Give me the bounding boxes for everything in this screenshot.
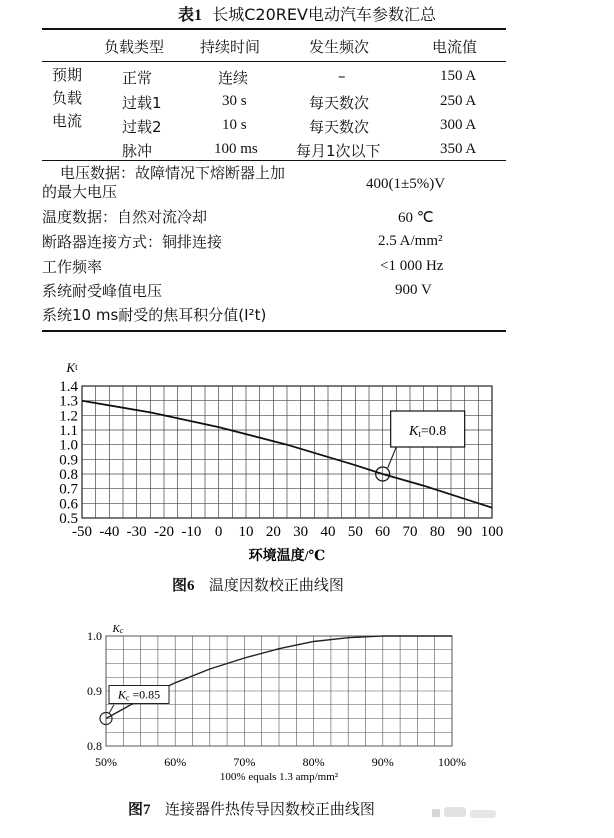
y-tick-label: 0.8 xyxy=(87,739,102,753)
table-row-type: 正常 xyxy=(122,69,153,87)
figure-6-caption xyxy=(172,574,344,595)
y-tick-label: 1.0 xyxy=(59,437,78,454)
figure-7-number: 图7 xyxy=(128,802,151,818)
annotation-label-sub: t xyxy=(418,429,421,439)
x-tick-label: 80% xyxy=(302,755,325,769)
x-tick-label: 100% xyxy=(438,755,466,769)
annotation-label-k: K xyxy=(409,424,419,439)
table-row-type: 过载1 xyxy=(122,94,162,112)
y-axis-label-subscript: t xyxy=(75,362,78,372)
watermark-icon xyxy=(432,804,502,822)
table-row-current: 300 A xyxy=(440,117,477,133)
param-value: <1 000 Hz xyxy=(380,258,444,274)
x-tick-label: 40 xyxy=(320,524,336,540)
y-axis-label-subscript: c xyxy=(119,626,124,635)
annotation-label-value: =0.85 xyxy=(129,687,161,702)
param-label: 系统耐受峰值电压 xyxy=(42,282,163,300)
y-tick-label: 0.9 xyxy=(87,684,102,698)
y-tick-label: 0.5 xyxy=(59,511,78,527)
x-tick-label: 50 xyxy=(347,524,363,540)
header-rule xyxy=(42,61,506,62)
table-row-frequency: – xyxy=(338,67,346,85)
annotation-label xyxy=(117,688,160,703)
group-label-2: 负载 xyxy=(52,89,83,107)
param-label: 温度数据：自然对流冷却 xyxy=(42,208,208,226)
table-title-text: 长城C20REV电动汽车参数汇总 xyxy=(212,5,436,24)
x-tick-label: 80 xyxy=(429,524,445,540)
x-tick-label: 30 xyxy=(293,524,309,540)
x-tick-label: -40 xyxy=(99,524,120,540)
x-axis-label: 100% equals 1.3 amp/mm² xyxy=(219,771,339,783)
y-tick-label: 0.9 xyxy=(59,452,78,469)
x-axis-label: 环境温度/℃ xyxy=(248,549,326,564)
param-value: 60 ℃ xyxy=(398,210,434,226)
header-frequency: 发生频次 xyxy=(309,38,370,56)
x-tick-label: 70% xyxy=(233,755,256,769)
header-current: 电流值 xyxy=(432,38,478,56)
x-tick-label: -20 xyxy=(154,524,174,540)
x-tick-label: 60 xyxy=(375,524,391,540)
table-row-frequency: 每天数次 xyxy=(309,94,370,112)
figure-6-chart xyxy=(40,350,510,572)
table-row-frequency: 每天数次 xyxy=(309,118,370,136)
figure-6-number: 图6 xyxy=(172,578,195,594)
param-label: 的最大电压 xyxy=(42,183,118,201)
x-tick-label: 0 xyxy=(214,524,223,540)
x-tick-label: 90% xyxy=(371,755,394,769)
param-value: 400(1±5%)V xyxy=(366,176,446,192)
params-rule xyxy=(42,160,506,161)
table-row-frequency: 每月1次以下 xyxy=(296,142,381,160)
x-tick-label: 60% xyxy=(164,755,187,769)
y-tick-label: 0.8 xyxy=(59,467,78,483)
group-label-3: 电流 xyxy=(52,112,83,130)
param-label: 断路器连接方式：铜排连接 xyxy=(42,233,223,251)
y-tick-label: 1.1 xyxy=(59,423,78,439)
y-tick-label: 0.6 xyxy=(59,496,78,513)
figure-7-caption xyxy=(128,798,375,819)
table-title xyxy=(0,2,614,25)
figure-6-title: 温度因数校正曲线图 xyxy=(208,576,344,594)
table-row-duration: 10 s xyxy=(222,117,247,133)
param-value: 2.5 A/mm² xyxy=(378,233,443,249)
y-tick-label: 1.2 xyxy=(59,408,78,425)
x-tick-label: 70 xyxy=(402,524,418,540)
param-label: 电压数据：故障情况下熔断器上加 xyxy=(60,164,286,182)
table-row-duration: 100 ms xyxy=(214,141,258,157)
param-label: 系统10 ms耐受的焦耳积分值(I²t) xyxy=(42,306,267,324)
x-tick-label: -50 xyxy=(72,524,92,540)
y-tick-label: 1.3 xyxy=(59,393,78,410)
table-row-type: 脉冲 xyxy=(122,142,153,160)
figure-7-title: 连接器件热传导因数校正曲线图 xyxy=(164,800,375,818)
table-number: 表1 xyxy=(178,7,203,24)
table-row-current: 350 A xyxy=(440,141,477,157)
table-row-duration: 30 s xyxy=(222,93,247,109)
y-tick-label: 1.4 xyxy=(59,379,78,395)
y-tick-label: 1.0 xyxy=(87,629,102,643)
y-axis-label: Kt xyxy=(66,360,78,375)
table-bottom-rule xyxy=(42,330,506,332)
header-load-type: 负载类型 xyxy=(104,38,165,56)
table-row-current: 250 A xyxy=(440,93,477,109)
figure-7-chart xyxy=(70,612,470,792)
annotation-label-k: K xyxy=(117,687,126,702)
annotation-label-value: =0.8 xyxy=(420,424,447,439)
table-row-current: 150 A xyxy=(440,68,477,84)
param-label: 工作频率 xyxy=(42,258,103,276)
annotation-label-sub: c xyxy=(125,693,130,703)
y-tick-label: 0.7 xyxy=(59,481,78,498)
x-tick-label: 90 xyxy=(457,524,473,540)
header-duration: 持续时间 xyxy=(200,38,261,56)
group-label-1: 预期 xyxy=(52,66,83,84)
table-row-type: 过载2 xyxy=(122,118,162,136)
x-tick-label: 50% xyxy=(95,755,117,769)
param-value: 900 V xyxy=(395,282,432,298)
y-axis-label: Kc xyxy=(112,623,124,635)
x-tick-label: 100 xyxy=(480,524,504,540)
table-top-rule xyxy=(42,28,506,30)
x-tick-label: 20 xyxy=(265,524,281,540)
x-tick-label: 10 xyxy=(238,524,254,540)
annotation-label xyxy=(408,424,446,439)
x-tick-label: -30 xyxy=(126,524,147,540)
table-row-duration: 连续 xyxy=(218,69,249,87)
x-tick-label: -10 xyxy=(181,524,202,540)
